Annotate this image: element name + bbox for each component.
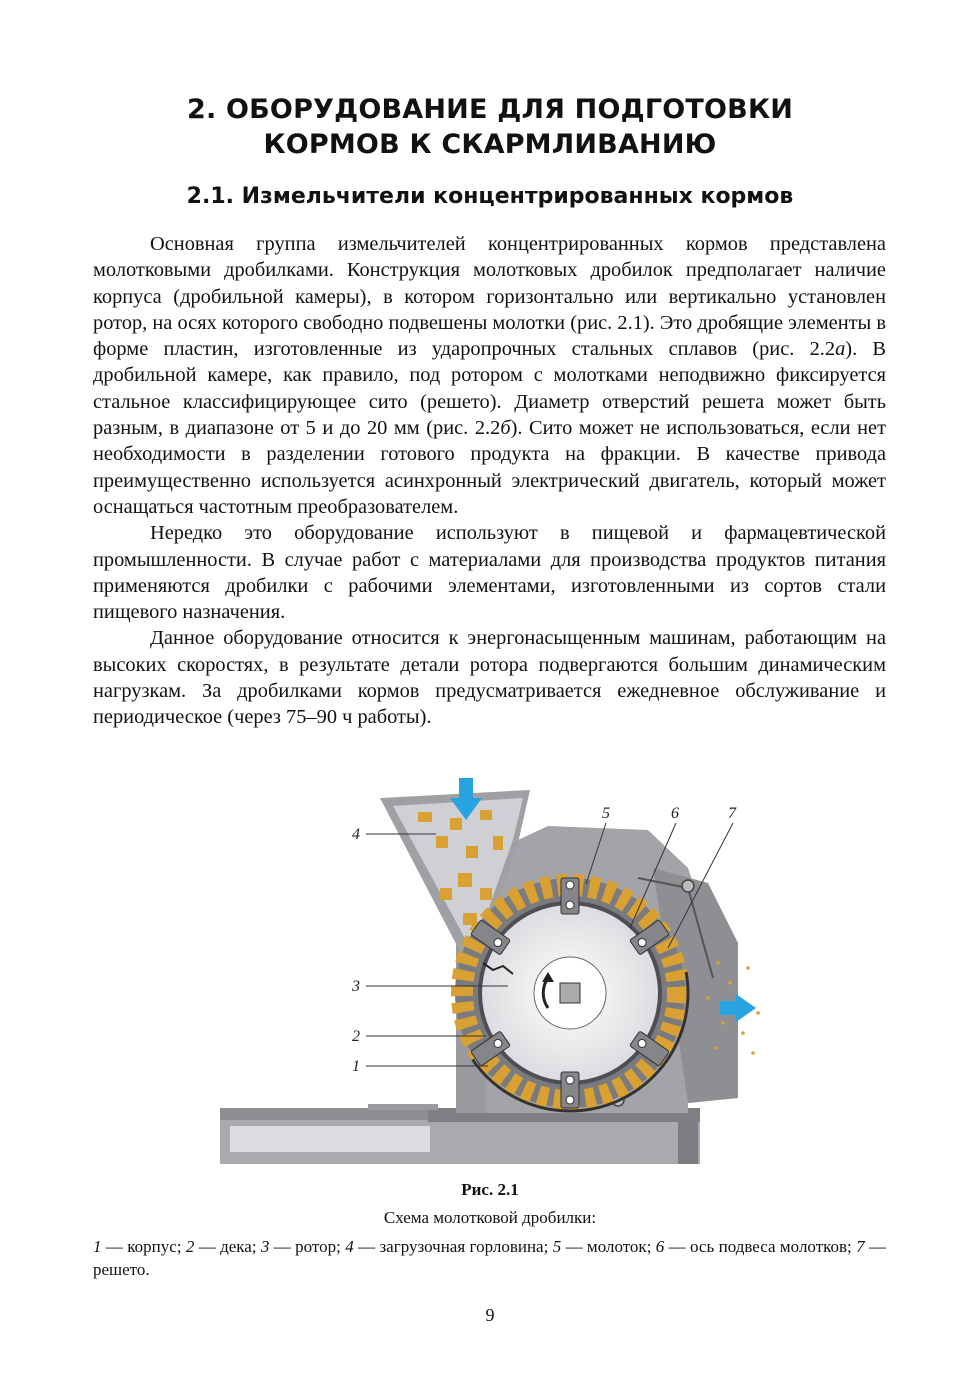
figure-label-1: 1 [352,1058,360,1075]
paragraph-3: Данное оборудование относится к энергонасыщенным машинам, работающим на высоких скоростях, в результате детали ротора подвергаются большим динамическим нагрузкам. За дробилками кормов предусматривается ежедневное обслуживание и периодическое (через 75–90 ч работы). [93,627,886,729]
chapter-title [0,92,980,162]
legend-text-4: — загрузочная горловина; [353,1237,553,1256]
legend-text-6: — ось подвеса молотков; [664,1237,857,1256]
hammer-mill-diagram [218,768,763,1168]
figure-legend [93,1235,886,1281]
p1-text-a: Основная группа измельчителей концентрированных кормов представлена молотковыми дробилками. Конструкция молотковых дробилок предполагает наличие корпуса (дробильной камеры), в котором горизонтально или вертикально установлен ротор, на осях которого свободно подвешены молотки (рис. 2.1). Это дробящие элементы в форме пластин, изготовленные из ударопрочных стальных сплавов (рис. 2.2 [93,233,886,361]
legend-text-2: — дека; [194,1237,261,1256]
figure-label-7: 7 [728,805,736,822]
legend-text-5: — молоток; [561,1237,656,1256]
paragraph-1 [93,231,886,520]
legend-num-5: 5 [552,1237,562,1256]
chapter-title-line2: КОРМОВ К СКАРМЛИВАНИЮ [263,129,717,160]
p1-italic-b: б [500,417,511,440]
figure-label-5: 5 [602,805,610,822]
legend-text-1: — корпус; [101,1237,186,1256]
chapter-title-line1: 2. ОБОРУДОВАНИЕ ДЛЯ ПОДГОТОВКИ [186,94,794,125]
figure-label-2: 2 [352,1028,360,1045]
figure-title: Рис. 2.1 [461,1180,519,1199]
p1-text-c: ). Сито может не использоваться, если нет необходимости в разделении готового продукта на фракции. В качестве привода преимущественно используется асинхронный электрический двигатель, который может оснащаться частотным преобразователем. [93,417,886,518]
legend-num-1: 1 [93,1237,102,1256]
legend-num-3: 3 [260,1237,270,1256]
legend-num-6: 6 [655,1237,665,1256]
rotor [534,957,606,1029]
p1-text-b: ). В дробильной камере, как правило, под ротором с молотками неподвижно фиксируется стальное классифицирующее сито (решето). Диаметр отверстий решета может быть разным, в диапазоне от 5 и до 20 мм (рис. 2.2 [93,338,886,440]
legend-num-7: 7 [856,1237,865,1256]
paragraph-2: Нередко это оборудование используют в пищевой и фармацевтической промышленности. В случае работ с материалами для производства продуктов питания применяются дробилки с рабочими элементами, изготовленными из сортов стали пищевого назначения. [93,522,886,624]
legend-text-3: — ротор; [269,1237,346,1256]
body-text [93,231,886,731]
figure-label-3: 3 [352,978,360,995]
legend-text-7: — решето. [93,1237,887,1279]
page-number: 9 [485,1305,495,1325]
p1-italic-a: а [835,338,846,361]
figure-label-4: 4 [352,826,360,843]
legend-num-4: 4 [345,1237,354,1256]
figure-subtitle: Схема молотковой дробилки: [383,1208,597,1227]
legend-num-2: 2 [185,1237,195,1256]
section-title: 2.1. Измельчители концентрированных кормов [186,184,794,209]
figure-label-6: 6 [671,805,679,822]
